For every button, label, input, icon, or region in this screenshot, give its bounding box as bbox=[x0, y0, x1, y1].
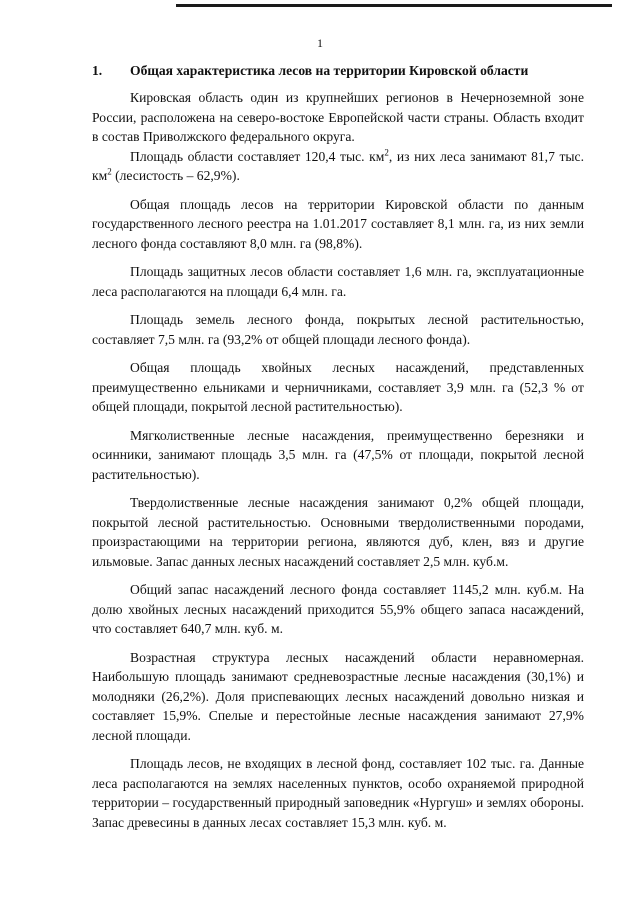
page-number: 1 bbox=[317, 36, 323, 50]
paragraph-2 bbox=[92, 147, 584, 186]
section-number: 1. bbox=[92, 63, 103, 78]
paragraph-2-part-3: (лесистость – 62,9%). bbox=[111, 168, 240, 183]
section-title: Общая характеристика лесов на территории Кировской области bbox=[130, 63, 529, 78]
superscript-2: 2 bbox=[107, 166, 112, 177]
paragraph-5: Площадь земель лесного фонда, покрытых лесной растительностью, составляет 7,5 млн. га (93,2% от общей площади лесного фонда). bbox=[92, 312, 584, 347]
paragraph-8: Твердолиственные лесные насаждения занимают 0,2% общей площади, покрытой лесной растительностью. Основными твердолиственными породами, произрастающими на территории региона, являются дуб, клен, вяз и другие ильмовые. Запас данных лесных насаждений составляет 2,5 млн. куб.м. bbox=[92, 495, 584, 569]
section-heading bbox=[92, 60, 584, 82]
paragraph-9: Общий запас насаждений лесного фонда составляет 1145,2 млн. куб.м. На долю хвойных лесных насаждений приходится 55,9% общего запаса насаждений, что составляет 640,7 млн. куб. м. bbox=[92, 582, 584, 636]
paragraph-3: Общая площадь лесов на территории Кировской области по данным государственного лесного реестра на 1.01.2017 составляет 8,1 млн. га, из них земли лесного фонда составляют 8,0 млн. га (98,8%). bbox=[92, 196, 584, 251]
paragraph-7: Мягколиственные лесные насаждения, преимущественно березняки и осинники, занимают площадь 3,5 млн. га (47,5% от площади, покрытой лесной растительностью). bbox=[92, 427, 584, 482]
paragraph-2-part-2: , из них леса занимают 81,7 тыс. км bbox=[92, 148, 584, 183]
paragraph-2-part-1: Площадь области составляет 120,4 тыс. км bbox=[130, 148, 385, 164]
top-rule bbox=[176, 4, 612, 7]
paragraph-4: Площадь защитных лесов области составляет 1,6 млн. га, эксплуатационные леса располагаются на площади 6,4 млн. га. bbox=[92, 264, 584, 299]
paragraph-1: Кировская область один из крупнейших регионов в Нечерноземной зоне России, расположена на северо-востоке Европейской части страны. Область входит в состав Приволжского федерального округа. bbox=[92, 90, 584, 144]
paragraph-6: Общая площадь хвойных лесных насаждений, представленных преимущественно ельниками и черничниками, составляет 3,9 млн. га (52,3 % от общей площади, покрытой лесной растительностью). bbox=[92, 360, 584, 414]
paragraph-10: Возрастная структура лесных насаждений области неравномерная. Наибольшую площадь занимают средневозрастные лесные насаждения (30,1%) и молодняки (26,2%). Доля приспевающих лесных насаждений довольно низкая и составляет 15,9%. Спелые и перестойные лесные насаждения занимают 27,9% лесной площади. bbox=[92, 649, 584, 743]
paragraph-11: Площадь лесов, не входящих в лесной фонд, составляет 102 тыс. га. Данные леса располагаются на землях населенных пунктов, особо охраняемой природной территории – государственный природный заповедник «Нургуш» и землях обороны. Запас древесины в данных лесах составляет 15,3 млн. куб. м. bbox=[92, 756, 584, 830]
document-body bbox=[92, 60, 584, 832]
superscript-1: 2 bbox=[384, 146, 389, 157]
